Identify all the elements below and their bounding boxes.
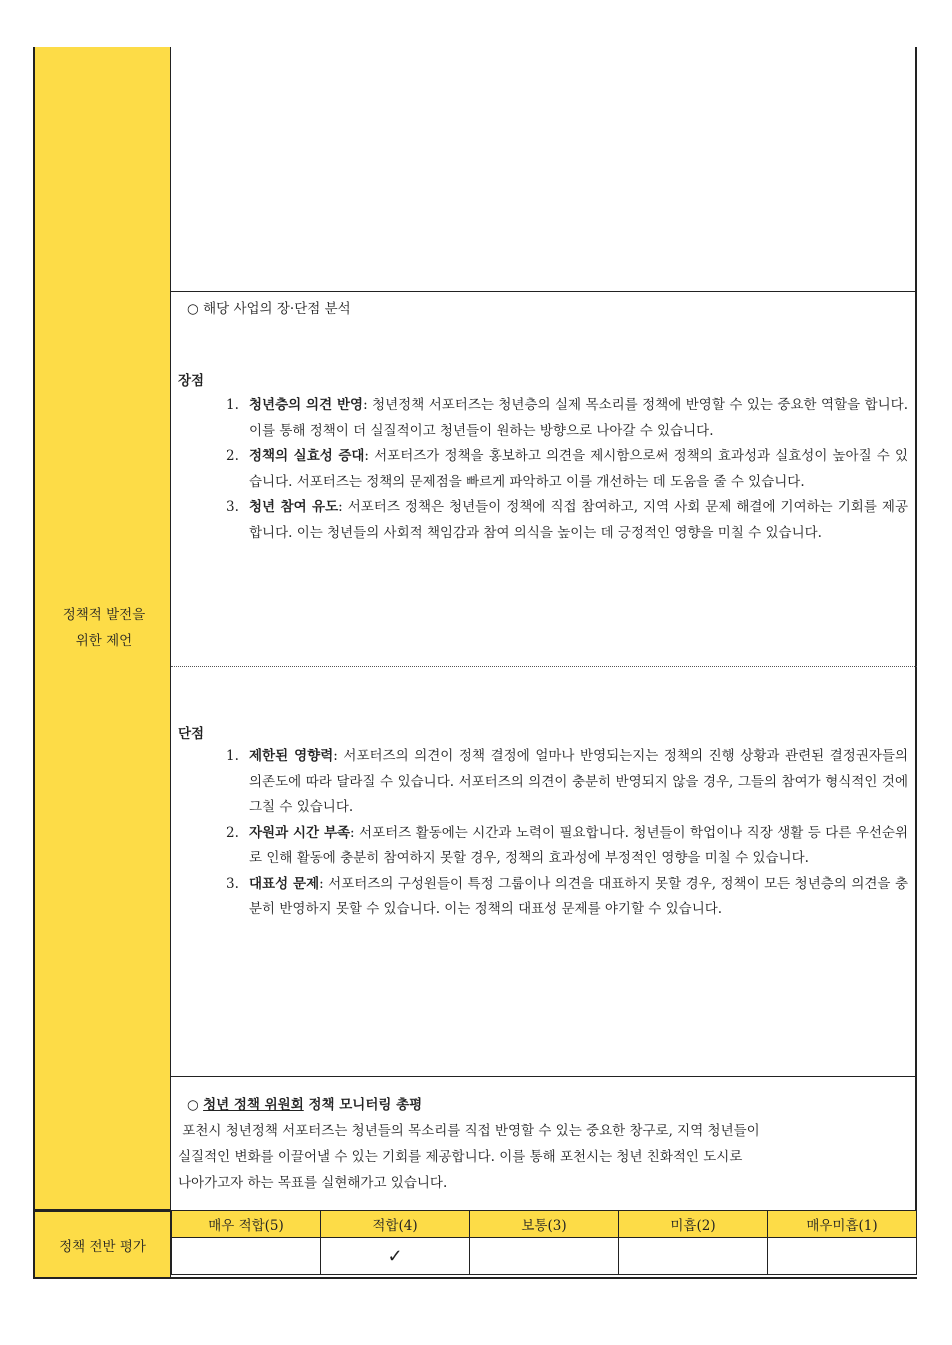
analysis-section-title: ○ 해당 사업의 장·단점 분석 [187,301,351,317]
separator-line [171,1076,917,1077]
summary-title: ○ 청년 정책 위원회 정책 모니터링 총평 [187,1097,423,1113]
evaluation-form [33,47,917,1279]
list-item: 3. 대표성 문제: 서포터즈의 구성원들이 특정 그룹이나 의견을 대표하지 못할 경우, 정책이 모든 청년층의 의견을 충분히 반영하지 못할 수 있습니다. 이는 정책의 대표성 문제를 야기할 수 있습니다. [226,875,909,917]
strengths-list [226,393,908,546]
list-item: 1. 청년층의 의견 반영: 청년정책 서포터즈는 청년층의 실제 목소리를 정책에 반영할 수 있는 중요한 역할을 합니다. 이를 통해 정책이 더 실질적이고 청년들이 원하는 방향으로 나아갈 수 있습니다. [226,397,908,439]
rating-cell[interactable] [470,1238,619,1275]
list-item: 1. 제한된 영향력: 서포터즈의 의견이 정책 결정에 얼마나 반영되는지는 정책의 진행 상황과 관련된 결정권자들의 의존도에 따라 달라질 수 있습니다. 서포터즈의 의견이 충분히 반영되지 않을 경우, 그들의 참여가 형식적인 것에 그칠 수 있습니다. [226,748,908,815]
rating-option-header: 매우 적합(5) [172,1211,321,1238]
rating-cell[interactable] [172,1238,321,1275]
evaluation-table [171,1210,917,1275]
proposal-label-line-2: 위한 제언 [75,633,133,649]
separator-line [171,291,917,292]
table-bottom-border [33,1277,917,1279]
dotted-separator [171,666,917,667]
weaknesses-heading: 단점 [178,726,205,742]
rating-cell[interactable] [768,1238,917,1275]
summary-line-1: 포천시 청년정책 서포터즈는 청년들의 목소리를 직접 반영할 수 있는 중요한 창구로, 지역 청년들이 [178,1123,760,1139]
strengths-heading: 장점 [178,373,205,389]
rating-option-header: 미흡(2) [619,1211,768,1238]
weaknesses-list [226,744,908,923]
summary-line-2: 실질적인 변화를 이끌어낼 수 있는 기회를 제공합니다. 이를 통해 포천시는 청년 친화적인 도시로 [178,1149,743,1165]
rating-option-header: 매우미흡(1) [768,1211,917,1238]
list-item: 3. 청년 참여 유도: 서포터즈 정책은 청년들이 정책에 직접 참여하고, 지역 사회 문제 해결에 기여하는 기회를 제공합니다. 이는 청년들의 사회적 책임감과 참여 의식을 높이는 데 긍정적인 영향을 미칠 수 있습니다. [226,499,908,541]
rating-option-header: 보통(3) [470,1211,619,1238]
list-item: 2. 자원과 시간 부족: 서포터즈 활동에는 시간과 노력이 필요합니다. 청년들이 학업이나 직장 생활 등 다른 우선순위로 인해 활동에 충분히 참여하지 못할 경우, 정책의 효과성에 부정적인 영향을 미칠 수 있습니다. [226,824,908,866]
list-item: 2. 정책의 실효성 증대: 서포터즈가 정책을 홍보하고 의견을 제시함으로써 정책의 효과성과 실효성이 높아질 수 있습니다. 서포터즈는 정책의 문제점을 빠르게 파악하고 이를 개선하는 데 도움을 줄 수 있습니다. [226,448,908,490]
proposal-label-line-1: 정책적 발전을 [62,607,146,623]
rating-cell-checked[interactable]: ✓ [321,1238,470,1275]
rating-option-header: 적합(4) [321,1211,470,1238]
proposal-label-cell [33,47,171,1210]
overall-evaluation-label: 정책 전반 평가 [33,1210,171,1279]
content-column [171,47,917,1210]
rating-cell[interactable] [619,1238,768,1275]
summary-line-3: 나아가고자 하는 목표를 실현해가고 있습니다. [178,1175,448,1191]
